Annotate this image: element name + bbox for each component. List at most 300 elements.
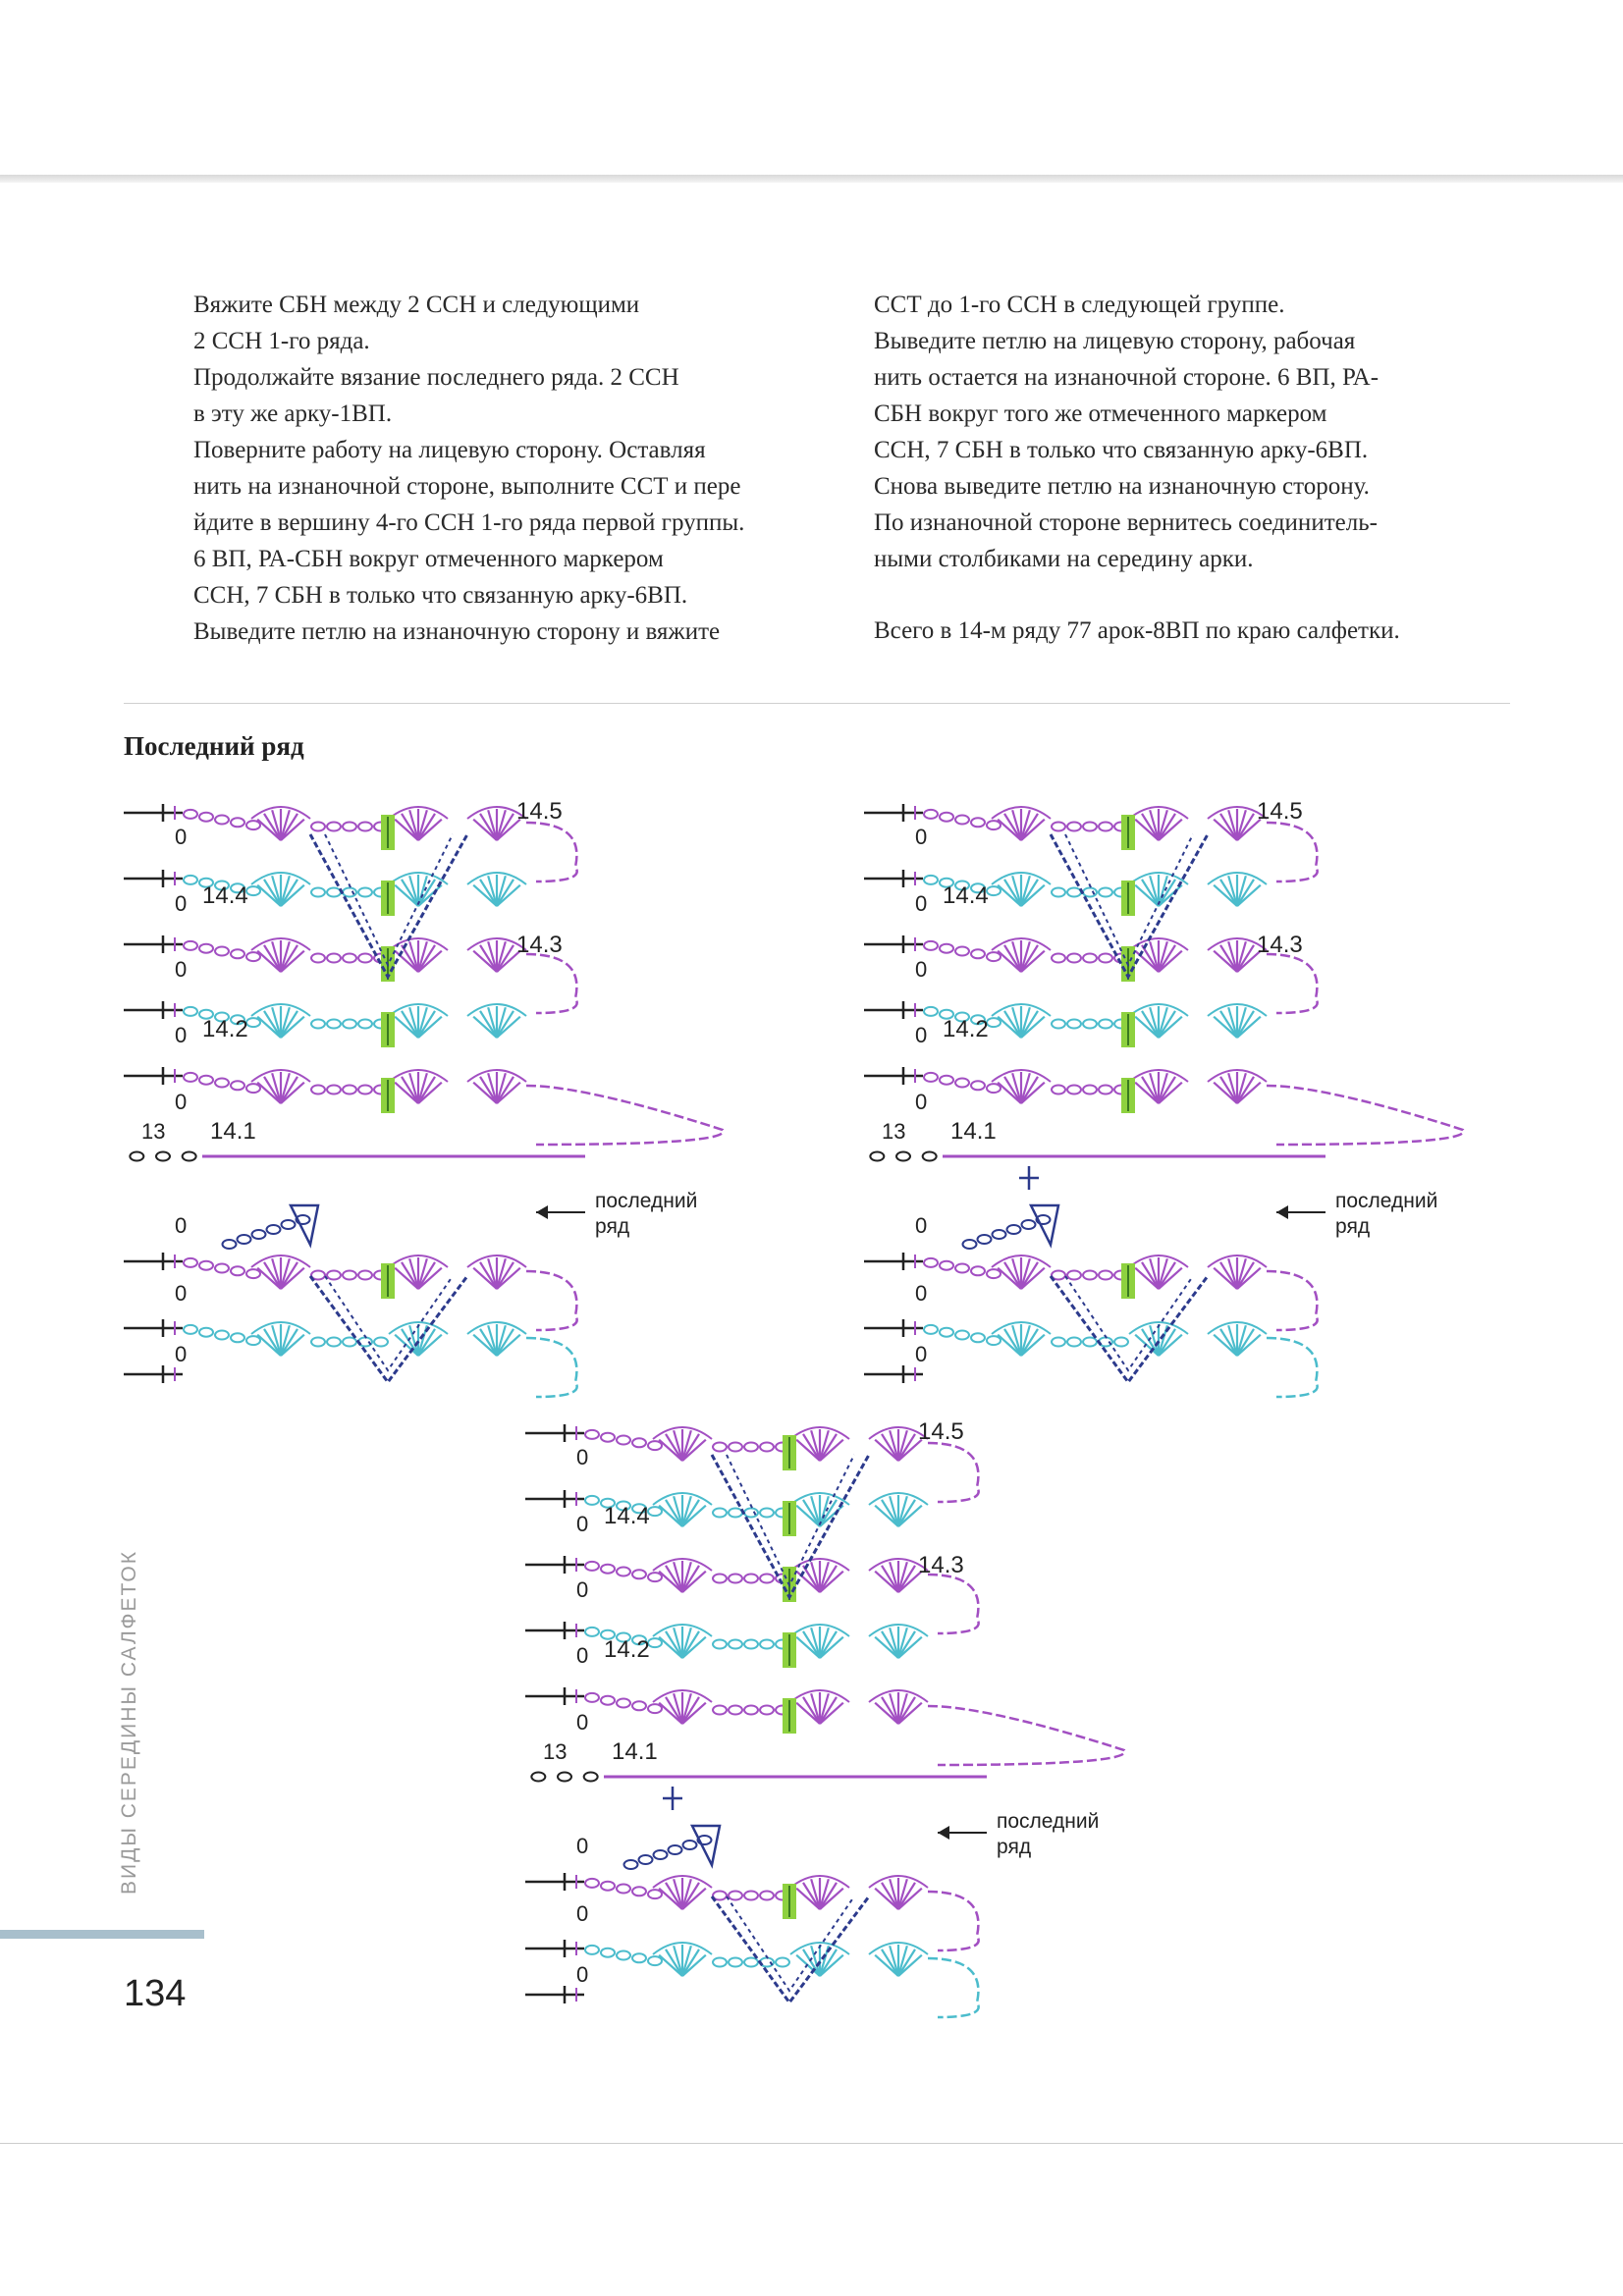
chain-stitch (987, 821, 1001, 829)
text-line: йдите в вершину 4-го ССН 1-го ряда первой группы. (193, 509, 745, 536)
chain-stitch (1099, 1020, 1112, 1029)
text-line: Вяжите СБН между 2 ССН и следующими (193, 292, 640, 318)
chain-stitch (184, 1073, 197, 1082)
shell-fan (790, 1493, 849, 1526)
chain-stitch (1099, 888, 1112, 897)
zero-label: 0 (576, 1710, 589, 1735)
chain-stitch (924, 1007, 938, 1016)
chain-stitch (343, 954, 356, 963)
chain-stitch (184, 810, 197, 819)
chain-stitch (713, 1640, 727, 1649)
row-label-14-3: 14.3 (1257, 932, 1303, 958)
shell-fan (389, 1004, 448, 1038)
chain-stitch (760, 1640, 774, 1649)
chain-stitch (184, 1007, 197, 1016)
zero-label: 0 (175, 957, 188, 982)
chain-stitch (648, 1507, 662, 1516)
chain-stitch (632, 1887, 646, 1896)
chain-stitch (669, 1845, 682, 1854)
chain-stitch (327, 1338, 341, 1347)
chain-stitch (729, 1958, 742, 1967)
zero-label: 0 (915, 1023, 928, 1047)
chain-stitch (231, 1333, 244, 1342)
chain-stitch (744, 1575, 758, 1583)
zero-label: 0 (576, 1643, 589, 1668)
chain-stitch (683, 1841, 697, 1849)
zero-label: 0 (175, 1023, 188, 1047)
chain-stitch (1067, 823, 1081, 831)
chain-stitch (1052, 1338, 1065, 1347)
chain-stitch (971, 1266, 985, 1275)
chain-stitch (1022, 1220, 1036, 1229)
chain-stitch (252, 1230, 266, 1239)
chain-stitch (987, 1336, 1001, 1345)
chain-stitch (713, 1706, 727, 1715)
chain-stitch (713, 1958, 727, 1967)
row-label-14-2: 14.2 (604, 1636, 650, 1663)
chain-stitch (231, 949, 244, 958)
chain-stitch (246, 1084, 260, 1093)
shell-fan (790, 1690, 849, 1724)
chain-stitch (760, 1509, 774, 1518)
chart-svg (864, 798, 1438, 1394)
arch-chain (526, 1086, 723, 1145)
chain-stitch (1083, 1020, 1097, 1029)
text-line: нить остается на изнаночной стороне. 6 ВП, РА- (874, 364, 1380, 391)
chain-stitch (585, 1430, 599, 1439)
chain-stitch (183, 1152, 196, 1161)
chain-stitch (199, 1261, 213, 1270)
section-title: Последний ряд (124, 731, 304, 761)
chain-stitch (924, 810, 938, 819)
chain-stitch (632, 1438, 646, 1447)
chain-stitch (744, 1706, 758, 1715)
shell-fan (1208, 873, 1267, 906)
arch-chain (928, 1575, 979, 1633)
chain-stitch (585, 1562, 599, 1571)
chain-stitch (601, 1949, 615, 1957)
chain-stitch (327, 823, 341, 831)
text-line: ными столбиками на середину арки. (874, 546, 1254, 572)
chain-stitch (1099, 954, 1112, 963)
shell-fan (1208, 1322, 1267, 1356)
chain-stitch (987, 886, 1001, 895)
chain-stitch (358, 954, 372, 963)
chain-stitch (617, 1436, 630, 1445)
total-arches-note: Всего в 14-м ряду 77 арок-8ВП по краю салфетки. (874, 617, 1400, 644)
arch-chain (1267, 1271, 1318, 1330)
chain-stitch (343, 1338, 356, 1347)
chain-stitch (760, 1706, 774, 1715)
chain-stitch (624, 1860, 638, 1869)
chain-stitch (199, 813, 213, 822)
chain-stitch (955, 1331, 969, 1340)
chain-stitch (601, 1696, 615, 1705)
chain-stitch (617, 1568, 630, 1576)
row-label-14-2: 14.2 (943, 1016, 989, 1042)
chain-stitch (639, 1855, 653, 1864)
chain-stitch (896, 1152, 910, 1161)
zero-label: 0 (576, 1962, 589, 1987)
chain-stitch (1052, 823, 1065, 831)
chain-stitch (987, 952, 1001, 961)
row-label-14-4: 14.4 (604, 1503, 650, 1529)
chain-stitch (311, 1020, 325, 1029)
arch-chain (928, 1443, 979, 1502)
chain-stitch (358, 823, 372, 831)
chain-stitch (184, 1258, 197, 1267)
chain-stitch (744, 1640, 758, 1649)
chain-stitch (1099, 823, 1112, 831)
chain-stitch (585, 1879, 599, 1888)
chain-stitch (156, 1152, 170, 1161)
chain-stitch (729, 1575, 742, 1583)
zero-label: 0 (175, 891, 188, 916)
footer-rule (0, 2143, 1623, 2144)
chain-stitch (343, 1086, 356, 1095)
chain-stitch (327, 954, 341, 963)
chain-stitch (955, 1079, 969, 1088)
chain-stitch (327, 1086, 341, 1095)
text-line: Выведите петлю на изнаночную сторону и вяжите (193, 618, 721, 645)
arch-chain (526, 1271, 577, 1330)
section-divider (124, 703, 1510, 704)
chain-stitch (648, 1956, 662, 1965)
chart-svg (525, 1418, 1100, 2014)
text-line: Поверните работу на лицевую сторону. Оставляя (193, 437, 706, 463)
zero-label: 0 (915, 825, 928, 849)
chain-stitch (184, 1325, 197, 1334)
chain-stitch (585, 1946, 599, 1954)
chain-stitch (744, 1443, 758, 1452)
chain-stitch (231, 818, 244, 827)
arch-chain (928, 1958, 979, 2017)
arch-chain (526, 823, 577, 881)
chain-stitch (760, 1575, 774, 1583)
text-line: Снова выведите петлю на изнаночную сторону. (874, 473, 1370, 500)
chain-stitch (184, 876, 197, 884)
chain-stitch (648, 1573, 662, 1581)
chain-stitch (584, 1773, 598, 1782)
chain-stitch (311, 888, 325, 897)
chain-stitch (760, 1443, 774, 1452)
zero-label: 0 (915, 1213, 928, 1238)
arch-chain (526, 954, 577, 1013)
last-row-label: последний (1335, 1190, 1438, 1212)
chain-stitch (327, 1020, 341, 1029)
chain-stitch (358, 1020, 372, 1029)
last-row-label: ряд (997, 1836, 1032, 1858)
shell-fan (467, 1004, 526, 1038)
chain-stitch (1007, 1225, 1021, 1234)
chain-stitch (601, 1882, 615, 1891)
zero-label: 0 (576, 1577, 589, 1602)
shell-fan (1208, 1004, 1267, 1038)
chain-stitch (1067, 1086, 1081, 1095)
chain-stitch (585, 1693, 599, 1702)
shell-fan (1129, 873, 1188, 906)
zero-label: 0 (175, 1281, 188, 1306)
zero-label: 0 (576, 1834, 589, 1858)
chain-stitch (585, 1628, 599, 1636)
arch-chain (928, 1892, 979, 1950)
chain-stitch (311, 1338, 325, 1347)
chain-stitch (924, 1073, 938, 1082)
shell-fan (467, 1322, 526, 1356)
chapter-side-title: ВИДЫ СЕРЕДИНЫ САЛФЕТОК (118, 1550, 140, 1895)
shell-fan (1129, 1004, 1188, 1038)
row-label-14-5: 14.5 (918, 1418, 964, 1445)
chain-stitch (246, 1269, 260, 1278)
chain-stitch (1114, 1338, 1128, 1347)
instructions-right-column (874, 287, 1512, 649)
chain-stitch (1052, 1020, 1065, 1029)
shell-fan (1208, 1255, 1267, 1289)
text-line: ССТ до 1-го ССН в следующей группе. (874, 292, 1285, 318)
chain-stitch (231, 1266, 244, 1275)
shell-fan (790, 1625, 849, 1658)
shell-fan (1129, 807, 1188, 840)
header-rule (0, 175, 1623, 183)
chain-stitch (374, 1338, 388, 1347)
zero-label: 0 (175, 1342, 188, 1366)
text-line: ССН, 7 СБН в только что связанную арку-6ВП. (874, 437, 1369, 463)
chain-stitch (238, 1235, 251, 1244)
chain-stitch (1067, 1338, 1081, 1347)
shell-fan (389, 1070, 448, 1103)
crochet-diagram-right (864, 798, 1438, 1399)
shell-fan (1129, 1070, 1188, 1103)
shell-fan (467, 1070, 526, 1103)
chain-stitch (940, 944, 953, 953)
chain-stitch (924, 941, 938, 950)
chain-stitch (215, 1079, 229, 1088)
chain-stitch (311, 823, 325, 831)
row-label-14-1: 14.1 (612, 1738, 658, 1765)
arch-chain (1267, 1086, 1463, 1145)
chain-stitch (729, 1640, 742, 1649)
chain-stitch (246, 821, 260, 829)
shell-fan (869, 1493, 928, 1526)
last-row-label: ряд (1335, 1215, 1371, 1238)
chain-stitch (978, 1235, 992, 1244)
zero-label: 0 (915, 1281, 928, 1306)
chain-stitch (199, 1076, 213, 1085)
chain-stitch (343, 1020, 356, 1029)
chain-stitch (215, 1331, 229, 1340)
chain-stitch (282, 1220, 296, 1229)
shell-fan (790, 1427, 849, 1461)
chain-stitch (1083, 888, 1097, 897)
zero-label: 0 (915, 1342, 928, 1366)
chain-stitch (987, 1018, 1001, 1027)
chain-stitch (343, 823, 356, 831)
chain-stitch (955, 947, 969, 956)
zero-label: 0 (915, 1090, 928, 1114)
row-label-13: 13 (543, 1739, 568, 1764)
shell-fan (389, 807, 448, 840)
chain-stitch (870, 1152, 884, 1161)
chain-stitch (617, 1699, 630, 1708)
last-row-label: последний (595, 1190, 698, 1212)
page-accent-bar (0, 1930, 204, 1939)
chain-stitch (971, 949, 985, 958)
zero-label: 0 (175, 825, 188, 849)
chain-stitch (955, 816, 969, 825)
chain-stitch (744, 1509, 758, 1518)
chain-stitch (617, 1885, 630, 1894)
arch-chain (1267, 954, 1318, 1013)
chain-stitch (358, 888, 372, 897)
chain-stitch (558, 1773, 571, 1782)
chain-stitch (971, 1081, 985, 1090)
chain-stitch (729, 1706, 742, 1715)
chain-stitch (327, 1271, 341, 1280)
chain-stitch (215, 947, 229, 956)
arch-chain (1267, 823, 1318, 881)
row-label-14-5: 14.5 (516, 798, 563, 825)
chain-stitch (632, 1701, 646, 1710)
row-label-13: 13 (882, 1119, 906, 1144)
chain-stitch (1052, 1086, 1065, 1095)
chain-stitch (632, 1570, 646, 1578)
chain-stitch (940, 813, 953, 822)
chain-stitch (760, 1892, 774, 1900)
chain-stitch (343, 1271, 356, 1280)
chart-svg (124, 798, 698, 1394)
chain-stitch (971, 818, 985, 827)
text-line: 6 ВП, РА-СБН вокруг отмеченного маркером (193, 546, 664, 572)
chain-stitch (223, 1240, 237, 1249)
chain-stitch (987, 1269, 1001, 1278)
chain-stitch (1083, 1271, 1097, 1280)
chain-stitch (729, 1509, 742, 1518)
row-label-13: 13 (141, 1119, 166, 1144)
chain-stitch (215, 816, 229, 825)
zero-label: 0 (175, 1090, 188, 1114)
last-row-label: последний (997, 1810, 1100, 1833)
chain-stitch (184, 941, 197, 950)
chain-stitch (601, 1565, 615, 1574)
chain-stitch (923, 1152, 937, 1161)
chain-stitch (531, 1773, 545, 1782)
chain-stitch (648, 1890, 662, 1898)
text-line: Выведите петлю на лицевую сторону, рабочая (874, 328, 1356, 354)
chain-stitch (199, 944, 213, 953)
text-line: По изнаночной стороне вернитесь соединитель- (874, 509, 1378, 536)
chain-stitch (1067, 954, 1081, 963)
chain-stitch (1083, 954, 1097, 963)
chain-stitch (267, 1225, 281, 1234)
chain-stitch (993, 1230, 1006, 1239)
chain-stitch (654, 1850, 668, 1859)
chain-stitch (648, 1704, 662, 1713)
row-label-14-1: 14.1 (210, 1118, 256, 1145)
chain-stitch (617, 1951, 630, 1960)
chain-stitch (1052, 954, 1065, 963)
chain-stitch (940, 1328, 953, 1337)
chain-stitch (971, 1333, 985, 1342)
row-label-14-4: 14.4 (943, 882, 989, 909)
chain-stitch (648, 1638, 662, 1647)
chain-stitch (215, 1264, 229, 1273)
row-label-14-5: 14.5 (1257, 798, 1303, 825)
row-label-14-3: 14.3 (918, 1552, 964, 1578)
chain-stitch (776, 1958, 789, 1967)
text-line: в эту же арку-1ВП. (193, 400, 393, 427)
chain-stitch (246, 1018, 260, 1027)
arch-chain (1267, 1338, 1318, 1397)
chain-stitch (924, 1258, 938, 1267)
chain-stitch (924, 876, 938, 884)
text-line: 2 ССН 1-го ряда. (193, 328, 370, 354)
zero-label: 0 (576, 1512, 589, 1536)
shell-fan (467, 1255, 526, 1289)
shell-fan (869, 1943, 928, 1976)
crochet-diagram-left (124, 798, 698, 1399)
chain-stitch (744, 1958, 758, 1967)
chain-stitch (199, 1328, 213, 1337)
chain-stitch (713, 1575, 727, 1583)
row-label-14-2: 14.2 (202, 1016, 248, 1042)
chain-stitch (311, 1086, 325, 1095)
text-line: ССН, 7 СБН в только что связанную арку-6ВП. (193, 582, 688, 609)
chain-stitch (648, 1441, 662, 1450)
chain-stitch (940, 1076, 953, 1085)
chain-stitch (1052, 888, 1065, 897)
chain-stitch (729, 1892, 742, 1900)
shell-fan (869, 1625, 928, 1658)
shell-fan (869, 1876, 928, 1909)
chain-stitch (1099, 1271, 1112, 1280)
zero-label: 0 (576, 1901, 589, 1926)
chain-stitch (729, 1443, 742, 1452)
chain-stitch (955, 1264, 969, 1273)
chain-stitch (963, 1240, 977, 1249)
chain-stitch (1083, 823, 1097, 831)
chain-stitch (246, 952, 260, 961)
chain-stitch (744, 1892, 758, 1900)
chain-stitch (924, 1325, 938, 1334)
crochet-diagram-bottom (525, 1418, 1100, 2019)
chain-stitch (246, 1336, 260, 1345)
chain-stitch (231, 1081, 244, 1090)
shell-fan (1208, 1070, 1267, 1103)
zero-label: 0 (915, 957, 928, 982)
chain-stitch (358, 1086, 372, 1095)
chain-stitch (1067, 1271, 1081, 1280)
text-line: нить на изнаночной стороне, выполните ССТ и пере (193, 473, 741, 500)
row-label-14-1: 14.1 (950, 1118, 997, 1145)
shell-fan (869, 1690, 928, 1724)
page-number: 134 (124, 1973, 187, 2014)
chain-stitch (1099, 1086, 1112, 1095)
shell-fan (389, 1255, 448, 1289)
chain-stitch (130, 1152, 143, 1161)
zero-label: 0 (576, 1445, 589, 1469)
chain-stitch (601, 1433, 615, 1442)
chain-stitch (327, 888, 341, 897)
text-line: СБН вокруг того же отмеченного маркером (874, 400, 1327, 427)
chain-stitch (940, 1261, 953, 1270)
chain-stitch (632, 1953, 646, 1962)
chain-stitch (358, 1271, 372, 1280)
chain-stitch (311, 954, 325, 963)
row-label-14-4: 14.4 (202, 882, 248, 909)
chain-stitch (1067, 1020, 1081, 1029)
row-label-14-3: 14.3 (516, 932, 563, 958)
chain-stitch (1083, 1086, 1097, 1095)
